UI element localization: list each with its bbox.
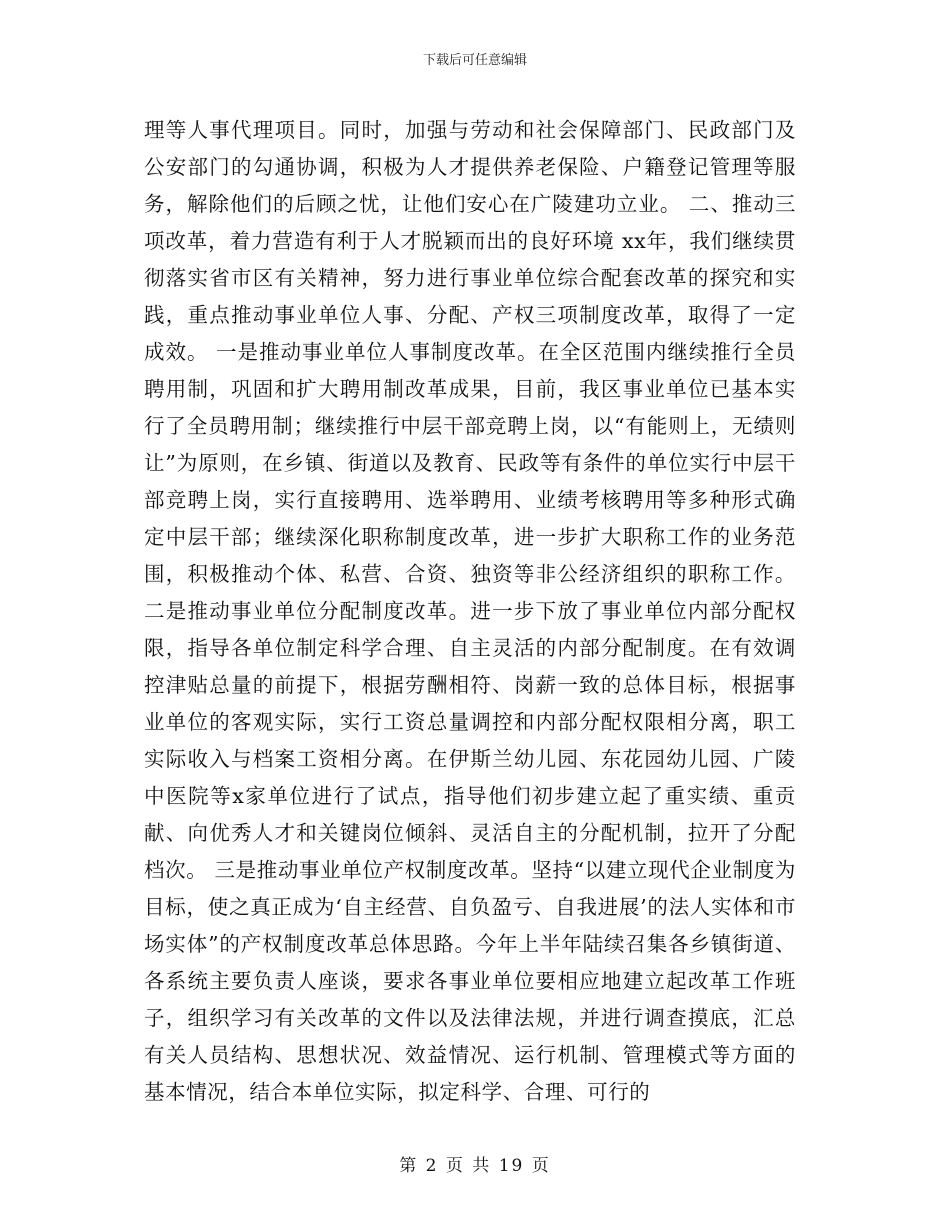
page-header: 下载后可任意编辑 [422,53,527,68]
page-number-footer: 第 2 页 共 19 页 [399,1156,551,1176]
body-paragraph: 理等人事代理项目。同时，加强与劳动和社会保障部门、民政部门及公安部门的勾通协调，积极为人才提供养老保险、户籍登记管理等服务，解除他们的后顾之忧，让他们安心在广陵建功立业。 二、推动三项改革，着力营造有利于人才脱颖而出的良好环境 xx年，我们继续贯彻落实省市区有关精神，努力进行事业单位综合配套改革的探究和实践，重点推动事业单位人事、分配、产权三项制度改革，取得了一定成效。 一是推动事业单位人事制度改革。在全区范围内继续推行全员聘用制，巩固和扩大聘用制改革成果，目前，我区事业单位已基本实行了全员聘用制；继续推行中层干部竞聘上岗，以“有能则上，无绩则让”为原则，在乡镇、街道以及教育、民政等有条件的单位实行中层干部竞聘上岗，实行直接聘用、选举聘用、业绩考核聘用等多种形式确定中层干部；继续深化职称制度改革，进一步扩大职称工作的业务范围，积极推动个体、私营、合资、独资等非公经济组织的职称工作。 二是推动事业单位分配制度改革。进一步下放了事业单位内部分配权限，指导各单位制定科学合理、自主灵活的内部分配制度。在有效调控津贴总量的前提下，根据劳酬相符、岗薪一致的总体目标，根据事业单位的客观实际，实行工资总量调控和内部分配权限相分离，职工实际收入与档案工资相分离。在伊斯兰幼儿园、东花园幼儿园、广陵中医院等x家单位进行了试点，指导他们初步建立起了重实绩、重贡献、向优秀人才和关键岗位倾斜、灵活自主的分配机制，拉开了分配档次。 三是推动事业单位产权制度改革。坚持“以建立现代企业制度为目标，使之真正成为‘自主经营、自负盈亏、自我进展’的法人实体和市场实体”的产权制度改革总体思路。今年上半年陆续召集各乡镇街道、各系统主要负责人座谈，要求各事业单位要相应地建立起改革工作班子，组织学习有关改革的文件以及法律法规，并进行调查摸底，汇总有关人员结构、思想状况、效益情况、运行机制、管理模式等方面的基本情况，结合本单位实际，拟定科学、合理、可行的 [144,118,796,1104]
